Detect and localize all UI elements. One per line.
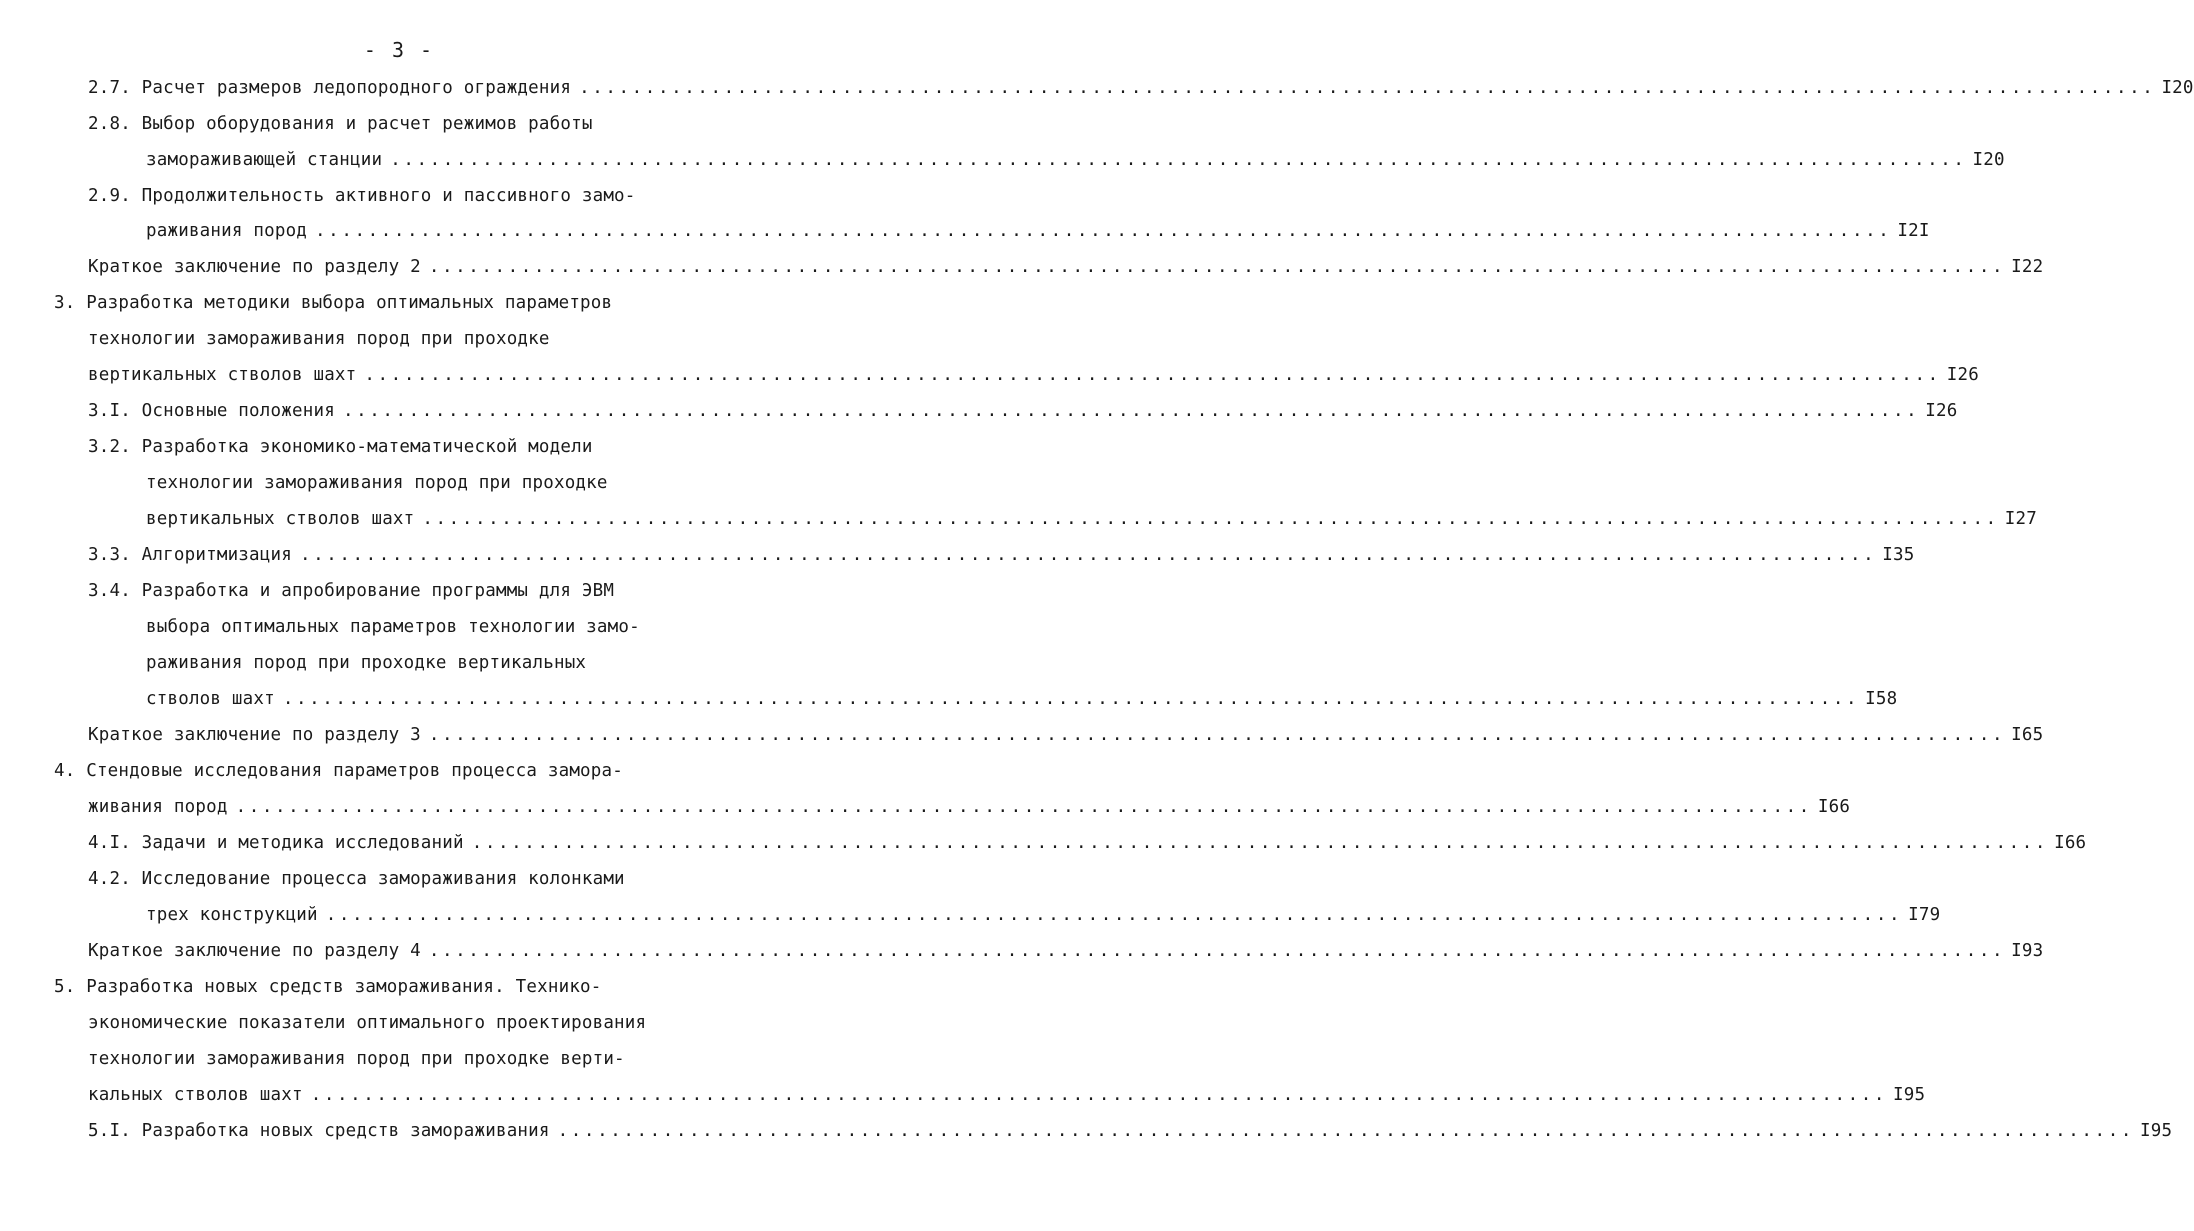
dot-leader: ........................................................................................................................	[471, 833, 2049, 853]
toc-entry	[88, 399, 1958, 423]
toc-entry-page: I20	[2161, 78, 2194, 98]
toc-entry-text: 4.I. Задачи и методика исследований	[88, 833, 464, 853]
dot-leader: ........................................................................................................................	[579, 78, 2156, 98]
toc-entry-text: экономические показатели оптимального проектирования	[88, 1013, 647, 1033]
page-number: - 3 -	[363, 38, 435, 62]
toc-entry-text: Краткое заключение по разделу 2	[88, 257, 421, 277]
toc-entry	[88, 1083, 1926, 1107]
toc-entry-text: технологии замораживания пород при проходке	[146, 473, 608, 493]
toc-entry-page: I35	[1882, 545, 1915, 565]
toc-entry	[146, 148, 2005, 172]
toc-entry-page: I58	[1865, 689, 1898, 709]
toc-entry	[88, 76, 2194, 100]
dot-leader: ........................................................................................................................	[342, 401, 1920, 421]
toc-entry-text: 3. Разработка методики выбора оптимальных параметров	[54, 293, 613, 313]
dot-leader: ........................................................................................................................	[422, 509, 1999, 529]
toc-entry-text: 2.8. Выбор оборудования и расчет режимов работы	[88, 114, 593, 134]
toc-entry-page: I95	[1893, 1085, 1926, 1105]
toc-entry-text: раживания пород	[146, 221, 308, 241]
toc-entry-text: 4. Стендовые исследования параметров процесса замора-	[54, 761, 624, 781]
toc-entry-text: Краткое заключение по разделу 3	[88, 725, 421, 745]
toc-entry-page: I20	[1972, 150, 2005, 170]
toc-entry-text: 4.2. Исследование процесса замораживания колонками	[88, 869, 625, 889]
toc-entry	[88, 939, 2044, 963]
toc-entry-text: выбора оптимальных параметров технологии замо-	[146, 617, 640, 637]
toc-entry	[146, 507, 2037, 531]
toc-entry-text: трех конструкций	[146, 905, 318, 925]
toc-entry-text: 3.4. Разработка и апробирование программы для ЭВМ	[88, 581, 615, 601]
toc-entry	[146, 687, 1898, 711]
toc-entry-text: живания пород	[88, 797, 228, 817]
toc-entry-page: I65	[2011, 725, 2044, 745]
dot-leader: ........................................................................................................................	[428, 257, 2006, 277]
dot-leader: ........................................................................................................................	[390, 150, 1967, 170]
toc-entry-text: технологии замораживания пород при проходке	[88, 329, 550, 349]
toc-entry-text: 5.I. Разработка новых средств замораживания	[88, 1121, 550, 1141]
toc-entry-page: I26	[1925, 401, 1958, 421]
toc-entry-text: 3.3. Алгоритмизация	[88, 545, 292, 565]
toc-entry	[88, 543, 1915, 567]
toc-entry-text: замораживающей станции	[146, 150, 383, 170]
toc-entry-page: I79	[1908, 905, 1941, 925]
toc-entry	[88, 831, 2087, 855]
dot-leader: ........................................................................................................................	[235, 797, 1812, 817]
toc-entry-text: кальных стволов шахт	[88, 1085, 303, 1105]
toc-entry-text: вертикальных стволов шахт	[88, 365, 357, 385]
toc-entry-page: I95	[2139, 1121, 2173, 1141]
toc-entry-page: I27	[2004, 509, 2037, 529]
toc-entry-text: 2.9. Продолжительность активного и пассивного замо-	[88, 186, 636, 206]
toc-entry	[88, 795, 1851, 819]
dot-leader: ........................................................................................................................	[557, 1121, 2134, 1141]
toc-entry	[88, 363, 1979, 387]
toc-entry-page: I66	[2054, 833, 2087, 853]
toc-entry	[146, 903, 1941, 927]
dot-leader: ........................................................................................................................	[428, 941, 2006, 961]
dot-leader: ........................................................................................................................	[299, 545, 1877, 565]
toc-entry-text: вертикальных стволов шахт	[146, 509, 415, 529]
toc-entry-page: I22	[2011, 257, 2044, 277]
toc-entry-page: I26	[1946, 365, 1979, 385]
toc-entry-page: I2I	[1897, 221, 1930, 241]
toc-entry-page: I93	[2011, 941, 2044, 961]
dot-leader: ........................................................................................................................	[282, 689, 1860, 709]
toc-entry-text: раживания пород при проходке вертикальных	[146, 653, 587, 673]
toc-entry-text: 2.7. Расчет размеров ледопородного ограждения	[88, 78, 572, 98]
toc-entry	[88, 723, 2044, 747]
toc-entry-text: 5. Разработка новых средств замораживания. Технико-	[54, 977, 602, 997]
toc-entry	[146, 219, 1930, 243]
toc-entry-text: Краткое заключение по разделу 4	[88, 941, 421, 961]
dot-leader: ........................................................................................................................	[325, 905, 1903, 925]
toc-entry-text: технологии замораживания пород при проходке верти-	[88, 1049, 625, 1069]
toc-entry	[88, 1119, 2173, 1143]
toc-entry-text: 3.2. Разработка экономико-математической модели	[88, 437, 593, 457]
toc-entry	[88, 255, 2044, 279]
dot-leader: ........................................................................................................................	[315, 221, 1892, 241]
dot-leader: ........................................................................................................................	[310, 1085, 1888, 1105]
toc-entry-text: 3.I. Основные положения	[88, 401, 335, 421]
dot-leader: ........................................................................................................................	[364, 365, 1941, 385]
dot-leader: ........................................................................................................................	[428, 725, 2006, 745]
toc-entry-page: I66	[1817, 797, 1851, 817]
toc-entry-text: стволов шахт	[146, 689, 275, 709]
